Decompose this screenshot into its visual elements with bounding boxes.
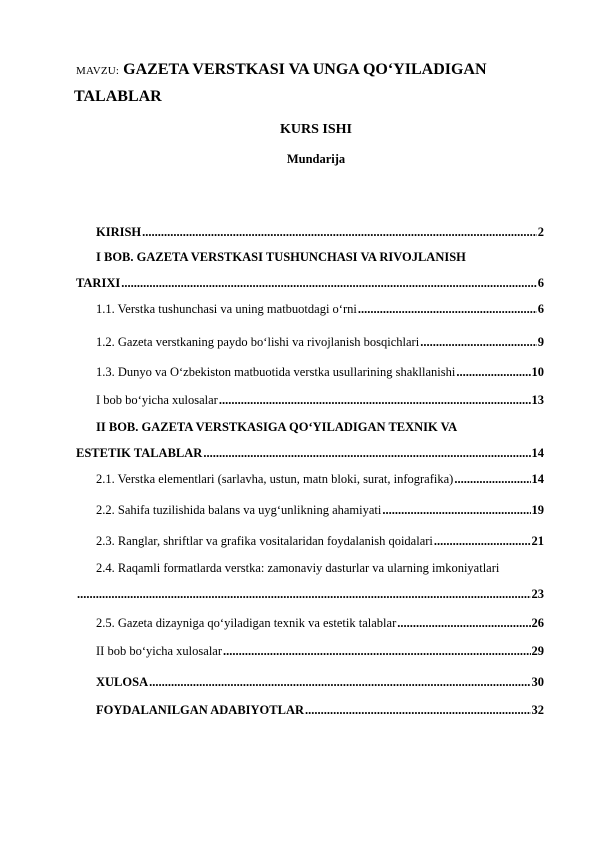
toc-dot-leader — [77, 587, 531, 602]
toc-dot-leader — [142, 225, 537, 240]
toc-page-number: 6 — [537, 302, 544, 316]
toc-entry[interactable] — [96, 365, 544, 380]
toc-page-number: 13 — [531, 393, 544, 407]
toc-page-number: 14 — [531, 472, 544, 486]
toc-entry-title: 2.3. Ranglar, shriftlar va grafika vositalaridan foydalanish qoidalari — [96, 534, 433, 548]
toc-entry[interactable] — [76, 446, 544, 461]
toc-entry-title: XULOSA — [96, 675, 149, 689]
toc-dot-leader — [219, 393, 531, 408]
toc-entry-title: 1.1. Verstka tushunchasi va uning matbuotdagi o‘rni — [96, 302, 357, 316]
toc-entry-title: I bob bo‘yicha xulosalar — [96, 393, 218, 407]
toc-entry[interactable] — [96, 335, 544, 350]
toc-page-number: 2 — [537, 225, 544, 239]
toc-entry[interactable] — [96, 675, 544, 690]
toc-page-number: 19 — [531, 503, 544, 517]
toc-page-number: 30 — [531, 675, 544, 689]
toc-entry-title: KIRISH — [96, 225, 142, 239]
toc-entry-title: II bob bo‘yicha xulosalar — [96, 644, 223, 658]
toc-entry[interactable] — [96, 302, 544, 317]
toc-entry-title: 2.5. Gazeta dizayniga qo‘yiladigan texnik va estetik talablar — [96, 616, 397, 630]
toc-entry-title: TARIXI — [76, 276, 121, 290]
toc-dot-leader — [456, 365, 530, 380]
toc-entry-title: 1.2. Gazeta verstkaning paydo bo‘lishi va rivojlanish bosqichlari — [96, 335, 420, 349]
work-type-heading — [0, 122, 596, 138]
toc-entry[interactable] — [96, 472, 544, 487]
toc-page-number: 10 — [531, 365, 544, 379]
toc-entry-title: 2.1. Verstka elementlari (sarlavha, ustun, matn bloki, surat, infografika) — [96, 472, 454, 486]
topic-label: MAVZU: — [76, 65, 120, 77]
toc-page-number: 6 — [537, 276, 544, 290]
toc-entry-title: 1.3. Dunyo va O‘zbekiston matbuotida verstka usullarining shakllanishi — [96, 365, 456, 379]
toc-entry[interactable] — [76, 276, 544, 291]
toc-dot-leader — [203, 446, 530, 461]
topic-title-line2: TALABLAR — [74, 88, 162, 105]
toc-page-number: 32 — [531, 703, 544, 717]
toc-dot-leader — [305, 703, 530, 718]
toc-page-number: 9 — [537, 335, 544, 349]
toc-dot-leader — [223, 644, 530, 659]
toc-entry-title: ESTETIK TALABLAR — [76, 446, 203, 460]
toc-entry[interactable] — [96, 393, 544, 408]
toc-entry[interactable] — [96, 616, 544, 631]
toc-dot-leader — [382, 503, 530, 518]
toc-page-number: 26 — [531, 616, 544, 630]
toc-page-number: 29 — [531, 644, 544, 658]
toc-entry[interactable] — [96, 225, 544, 240]
toc-dot-leader — [121, 276, 537, 291]
toc-entry-first-line: 2.4. Raqamli formatlarda verstka: zamonaviy dasturlar va ularning imkoniyatlari — [96, 561, 500, 575]
toc-entry[interactable] — [96, 534, 544, 549]
toc-entry-title: 2.2. Sahifa tuzilishida balans va uyg‘unlikning ahamiyati — [96, 503, 382, 517]
toc-page-number: 14 — [531, 446, 544, 460]
toc-entry[interactable] — [76, 587, 544, 602]
toc-entry-title: FOYDALANILGAN ADABIYOTLAR — [96, 703, 305, 717]
toc-dot-leader — [434, 534, 531, 549]
toc-dot-leader — [149, 675, 530, 690]
toc-page-number: 23 — [531, 587, 544, 601]
toc-entry[interactable] — [96, 503, 544, 518]
contents-title-text: Mundarija — [286, 152, 346, 166]
toc-dot-leader — [420, 335, 537, 350]
toc-entry[interactable] — [96, 703, 544, 718]
toc-dot-leader — [454, 472, 530, 487]
toc-dot-leader — [358, 302, 537, 317]
topic-title-line1: GAZETA VERSTKASI VA UNGA QO‘YILADIGAN — [123, 61, 487, 78]
toc-dot-leader — [397, 616, 530, 631]
work-type-text: KURS ISHI — [280, 122, 352, 137]
toc-entry[interactable] — [96, 644, 544, 659]
toc-entry-first-line: I BOB. GAZETA VERSTKASI TUSHUNCHASI VA RIVOJLANISH — [96, 250, 466, 264]
toc-page-number: 21 — [531, 534, 544, 548]
topic-heading — [74, 56, 546, 105]
toc-entry-first-line: II BOB. GAZETA VERSTKASIGA QO‘YILADIGAN TEXNIK VA — [96, 420, 458, 434]
contents-heading — [0, 152, 596, 167]
